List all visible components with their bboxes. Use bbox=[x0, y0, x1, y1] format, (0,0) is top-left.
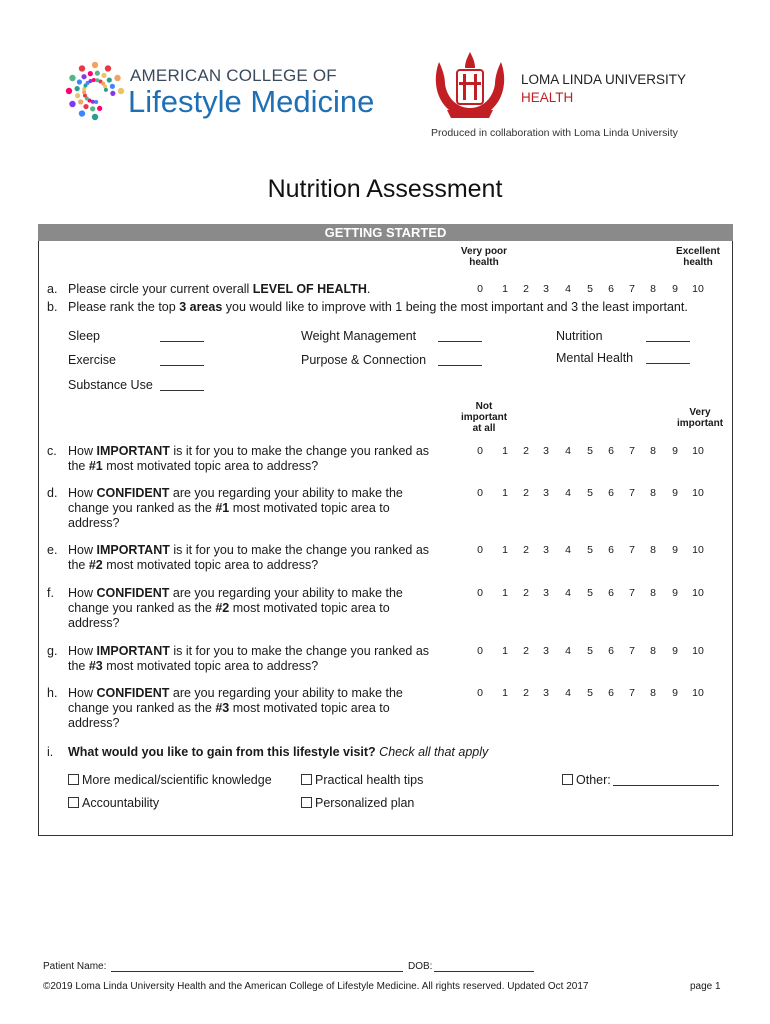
scale-option-0[interactable]: 0 bbox=[477, 283, 483, 295]
scale-option-5[interactable]: 5 bbox=[587, 544, 593, 556]
scale-option-3[interactable]: 3 bbox=[543, 687, 549, 699]
purpose-rank-field[interactable] bbox=[438, 355, 482, 366]
scale-option-9[interactable]: 9 bbox=[672, 487, 678, 499]
scale-high-label: Excellent health bbox=[676, 246, 720, 268]
health-scale[interactable] bbox=[0, 283, 770, 297]
scale-option-3[interactable]: 3 bbox=[543, 445, 549, 457]
option-personalized[interactable]: Personalized plan bbox=[301, 796, 414, 810]
weight-rank-field[interactable] bbox=[438, 331, 482, 342]
scale-option-4[interactable]: 4 bbox=[565, 687, 571, 699]
scale-option-1[interactable]: 1 bbox=[502, 445, 508, 457]
scale-option-4[interactable]: 4 bbox=[565, 645, 571, 657]
scale-option-7[interactable]: 7 bbox=[629, 487, 635, 499]
exercise-rank-field[interactable] bbox=[160, 355, 204, 366]
scale-option-8[interactable]: 8 bbox=[650, 544, 656, 556]
nutrition-rank-field[interactable] bbox=[646, 331, 690, 342]
scale-option-9[interactable]: 9 bbox=[672, 283, 678, 295]
page-number: page 1 bbox=[690, 981, 721, 992]
scale-not-important-label: Not important at all bbox=[460, 401, 508, 434]
scale-option-9[interactable]: 9 bbox=[672, 587, 678, 599]
scale-option-3[interactable]: 3 bbox=[543, 645, 549, 657]
scale-option-1[interactable]: 1 bbox=[502, 544, 508, 556]
question-text: How IMPORTANT is it for you to make the change you ranked as the #2 most motivated topic area to address? bbox=[68, 543, 430, 572]
area-purpose: Purpose & Connection bbox=[301, 353, 427, 367]
substance-rank-field[interactable] bbox=[160, 380, 204, 391]
rating-scale[interactable] bbox=[0, 445, 770, 459]
scale-option-10[interactable]: 10 bbox=[692, 645, 704, 657]
scale-option-8[interactable]: 8 bbox=[650, 645, 656, 657]
aclm-name-line2: Lifestyle Medicine bbox=[128, 84, 375, 119]
rating-scale[interactable] bbox=[0, 544, 770, 558]
scale-option-8[interactable]: 8 bbox=[650, 687, 656, 699]
option-medical[interactable]: More medical/scientific knowledge bbox=[68, 773, 272, 787]
question-letter: c. bbox=[47, 444, 57, 458]
checkbox-icon[interactable] bbox=[301, 774, 312, 785]
scale-option-0[interactable]: 0 bbox=[477, 687, 483, 699]
llu-name-line2: HEALTH bbox=[521, 90, 574, 105]
scale-option-0[interactable]: 0 bbox=[477, 487, 483, 499]
scale-option-3[interactable]: 3 bbox=[543, 587, 549, 599]
question-text: How CONFIDENT are you regarding your ability to make the change you ranked as the #2 most motivated topic area to address? bbox=[68, 586, 403, 630]
question-text: How IMPORTANT is it for you to make the change you ranked as the #3 most motivated topic area to address? bbox=[68, 644, 430, 673]
scale-option-8[interactable]: 8 bbox=[650, 587, 656, 599]
scale-option-7[interactable]: 7 bbox=[629, 445, 635, 457]
area-mental: Mental Health bbox=[556, 351, 634, 365]
rating-scale[interactable] bbox=[0, 587, 770, 601]
scale-option-5[interactable]: 5 bbox=[587, 687, 593, 699]
scale-option-10[interactable]: 10 bbox=[692, 544, 704, 556]
scale-option-4[interactable]: 4 bbox=[565, 544, 571, 556]
scale-option-4[interactable]: 4 bbox=[565, 445, 571, 457]
aclm-name-line1: AMERICAN COLLEGE OF bbox=[130, 66, 337, 85]
area-substance: Substance Use bbox=[68, 378, 153, 392]
scale-option-5[interactable]: 5 bbox=[587, 487, 593, 499]
scale-option-5[interactable]: 5 bbox=[587, 587, 593, 599]
scale-option-8[interactable]: 8 bbox=[650, 487, 656, 499]
scale-option-1[interactable]: 1 bbox=[502, 283, 508, 295]
scale-option-3[interactable]: 3 bbox=[543, 544, 549, 556]
question-a-letter: a. bbox=[47, 282, 58, 296]
patient-name-field[interactable] bbox=[111, 962, 403, 972]
scale-option-0[interactable]: 0 bbox=[477, 645, 483, 657]
scale-option-4[interactable]: 4 bbox=[565, 487, 571, 499]
question-letter: f. bbox=[47, 586, 54, 600]
scale-option-2[interactable]: 2 bbox=[523, 587, 529, 599]
copyright: ©2019 Loma Linda University Health and the American College of Lifestyle Medicine. All rights reserved. Updated Oct 2017 bbox=[43, 981, 589, 992]
scale-option-2[interactable]: 2 bbox=[523, 487, 529, 499]
scale-option-7[interactable]: 7 bbox=[629, 687, 635, 699]
area-sleep: Sleep bbox=[68, 329, 100, 343]
scale-option-1[interactable]: 1 bbox=[502, 687, 508, 699]
scale-option-4[interactable]: 4 bbox=[565, 283, 571, 295]
section-header: GETTING STARTED bbox=[38, 224, 733, 241]
option-practical[interactable]: Practical health tips bbox=[301, 773, 423, 787]
checkbox-icon[interactable] bbox=[562, 774, 573, 785]
scale-option-0[interactable]: 0 bbox=[477, 544, 483, 556]
sleep-rank-field[interactable] bbox=[160, 331, 204, 342]
question-text: How CONFIDENT are you regarding your ability to make the change you ranked as the #3 most motivated topic area to address? bbox=[68, 686, 403, 730]
area-nutrition: Nutrition bbox=[556, 329, 603, 343]
scale-option-5[interactable]: 5 bbox=[587, 445, 593, 457]
question-letter: d. bbox=[47, 486, 58, 500]
scale-option-0[interactable]: 0 bbox=[477, 587, 483, 599]
checkbox-icon[interactable] bbox=[68, 797, 79, 808]
scale-option-6[interactable]: 6 bbox=[608, 487, 614, 499]
question-b-letter: b. bbox=[47, 300, 58, 314]
area-weight: Weight Management bbox=[301, 329, 417, 343]
question-b-text: Please rank the top 3 areas you would like to improve with 1 being the most important and 3 the least important. bbox=[68, 300, 688, 314]
scale-option-7[interactable]: 7 bbox=[629, 283, 635, 295]
scale-option-2[interactable]: 2 bbox=[523, 544, 529, 556]
scale-option-8[interactable]: 8 bbox=[650, 445, 656, 457]
scale-option-10[interactable]: 10 bbox=[692, 587, 704, 599]
scale-option-2[interactable]: 2 bbox=[523, 687, 529, 699]
scale-option-3[interactable]: 3 bbox=[543, 487, 549, 499]
scale-option-10[interactable]: 10 bbox=[692, 487, 704, 499]
question-a-text: Please circle your current overall LEVEL OF HEALTH. bbox=[68, 282, 371, 296]
scale-option-9[interactable]: 9 bbox=[672, 544, 678, 556]
mental-rank-field[interactable] bbox=[646, 353, 690, 364]
patient-name-label: Patient Name: bbox=[43, 961, 107, 972]
rating-scale[interactable] bbox=[0, 645, 770, 659]
scale-option-7[interactable]: 7 bbox=[629, 645, 635, 657]
question-letter: e. bbox=[47, 543, 58, 557]
question-text: How CONFIDENT are you regarding your ability to make the change you ranked as the #1 most motivated topic area to address? bbox=[68, 486, 403, 530]
scale-option-1[interactable]: 1 bbox=[502, 487, 508, 499]
scale-option-2[interactable]: 2 bbox=[523, 445, 529, 457]
scale-option-5[interactable]: 5 bbox=[587, 645, 593, 657]
question-letter: h. bbox=[47, 686, 58, 700]
scale-very-important-label: Very important bbox=[676, 407, 724, 429]
scale-option-2[interactable]: 2 bbox=[523, 645, 529, 657]
scale-option-4[interactable]: 4 bbox=[565, 587, 571, 599]
scale-low-label: Very poor health bbox=[460, 246, 508, 268]
question-i-letter: i. bbox=[47, 745, 54, 759]
scale-option-3[interactable]: 3 bbox=[543, 283, 549, 295]
llu-name-line1: LOMA LINDA UNIVERSITY bbox=[521, 72, 687, 87]
scale-option-9[interactable]: 9 bbox=[672, 645, 678, 657]
checkbox-icon[interactable] bbox=[301, 797, 312, 808]
scale-option-7[interactable]: 7 bbox=[629, 587, 635, 599]
option-other[interactable]: Other: bbox=[562, 773, 611, 787]
scale-option-10[interactable]: 10 bbox=[692, 283, 704, 295]
scale-option-6[interactable]: 6 bbox=[608, 587, 614, 599]
scale-option-1[interactable]: 1 bbox=[502, 645, 508, 657]
scale-option-9[interactable]: 9 bbox=[672, 445, 678, 457]
question-text: How IMPORTANT is it for you to make the change you ranked as the #1 most motivated topic area to address? bbox=[68, 444, 430, 473]
scale-option-7[interactable]: 7 bbox=[629, 544, 635, 556]
question-letter: g. bbox=[47, 644, 58, 658]
rating-scale[interactable] bbox=[0, 687, 770, 701]
scale-option-8[interactable]: 8 bbox=[650, 283, 656, 295]
scale-option-10[interactable]: 10 bbox=[692, 445, 704, 457]
scale-option-5[interactable]: 5 bbox=[587, 283, 593, 295]
checkbox-icon[interactable] bbox=[68, 774, 79, 785]
scale-option-2[interactable]: 2 bbox=[523, 283, 529, 295]
scale-option-6[interactable]: 6 bbox=[608, 687, 614, 699]
scale-option-10[interactable]: 10 bbox=[692, 687, 704, 699]
dob-label: DOB: bbox=[408, 961, 433, 972]
aclm-logo-icon bbox=[64, 60, 126, 122]
option-accountability[interactable]: Accountability bbox=[68, 796, 159, 810]
llu-seal-icon bbox=[427, 48, 513, 122]
scale-option-6[interactable]: 6 bbox=[608, 544, 614, 556]
scale-option-1[interactable]: 1 bbox=[502, 587, 508, 599]
page-title: Nutrition Assessment bbox=[267, 175, 503, 203]
area-exercise: Exercise bbox=[68, 353, 116, 367]
question-i-text: What would you like to gain from this lifestyle visit? Check all that apply bbox=[68, 745, 489, 759]
scale-option-6[interactable]: 6 bbox=[608, 445, 614, 457]
rating-scale[interactable] bbox=[0, 487, 770, 501]
collaboration-note: Produced in collaboration with Loma Linda University bbox=[431, 127, 678, 139]
scale-option-0[interactable]: 0 bbox=[477, 445, 483, 457]
scale-option-6[interactable]: 6 bbox=[608, 645, 614, 657]
scale-option-9[interactable]: 9 bbox=[672, 687, 678, 699]
dob-field[interactable] bbox=[434, 962, 534, 972]
other-text-field[interactable] bbox=[613, 775, 719, 786]
scale-option-6[interactable]: 6 bbox=[608, 283, 614, 295]
